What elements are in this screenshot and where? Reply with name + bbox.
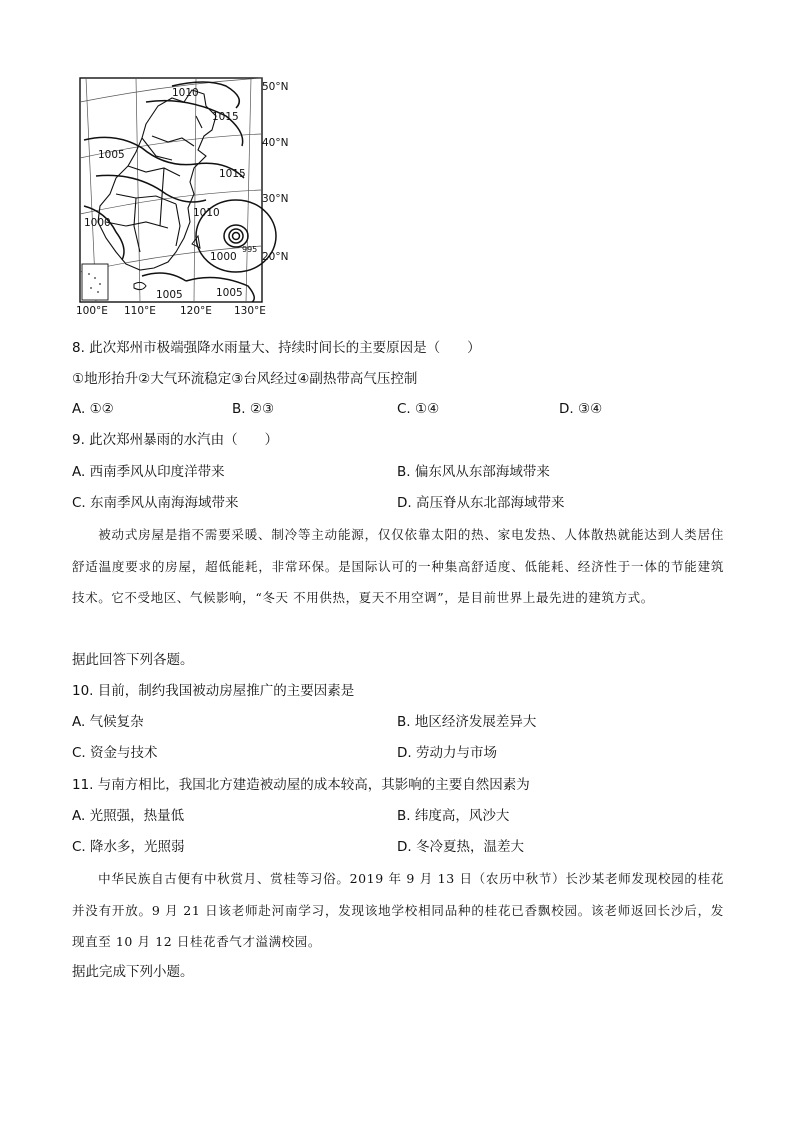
question-11-stem: 11. 与南方相比，我国北方建造被动屋的成本较高，其影响的主要自然因素为	[72, 777, 530, 793]
isobar-label: 1000	[210, 251, 237, 263]
isobar-label: 1015	[212, 111, 239, 123]
question-9-stem: 9. 此次郑州暴雨的水汽由（ ）	[72, 432, 279, 448]
question-8-stem: 8. 此次郑州市极端强降水雨量大、持续时间长的主要原因是（ ）	[72, 340, 481, 356]
option-c[interactable]: C. 降水多，光照弱	[72, 839, 185, 855]
lon-label: 130°E	[234, 305, 266, 316]
option-b[interactable]: B. ②③	[232, 401, 275, 417]
isobar-label: 1005	[156, 289, 183, 301]
lon-label: 100°E	[76, 305, 108, 316]
passage-text: 中华民族自古便有中秋赏月、赏桂等习俗。2019 年 9 月 13 日（农历中秋节）长沙某老师发现校园的桂花并没有开放。9 月 21 日该老师赴河南学习，发现该地学校相同品种的桂花已香飘校园。该老师返回长沙后，发现直至 10 月 12 日桂花香气才溢满校园。	[72, 871, 724, 949]
option-b[interactable]: B. 偏东风从东部海域带来	[397, 464, 550, 480]
option-a[interactable]: A. 西南季风从印度洋带来	[72, 464, 225, 480]
lat-label: 30°N	[262, 193, 289, 205]
low-center-label: 995	[242, 245, 258, 254]
option-a[interactable]: A. 光照强，热量低	[72, 808, 185, 824]
lon-label: 110°E	[124, 305, 156, 316]
option-a[interactable]: A. ①②	[72, 401, 114, 417]
lat-label: 20°N	[262, 251, 289, 263]
option-c[interactable]: C. 东南季风从南海海域带来	[72, 495, 239, 511]
option-d[interactable]: D. ③④	[559, 401, 603, 417]
passage-osmanthus	[72, 863, 724, 958]
option-c[interactable]: C. 资金与技术	[72, 745, 158, 761]
passage-2-prompt: 据此完成下列小题。	[72, 964, 194, 980]
lon-label: 120°E	[180, 305, 212, 316]
option-a[interactable]: A. 气候复杂	[72, 714, 144, 730]
isobar-label: 1005	[216, 287, 243, 299]
isobar-label: 1010	[193, 207, 220, 219]
isobar-map-svg	[76, 76, 296, 316]
option-b[interactable]: B. 地区经济发展差异大	[397, 714, 537, 730]
lat-label: 40°N	[262, 137, 289, 149]
lat-label: 50°N	[262, 81, 289, 93]
latitude-labels	[262, 81, 288, 263]
question-10-stem: 10. 目前，制约我国被动房屋推广的主要因素是	[72, 683, 355, 699]
option-d[interactable]: D. 高压脊从东北部海域带来	[397, 495, 565, 511]
passage-text: 被动式房屋是指不需要采暖、制冷等主动能源，仅仅依靠太阳的热、家电发热、人体散热就能达到人类居住舒适温度要求的房屋，超低能耗，非常环保。是国际认可的一种集高舒适度、低能耗、经济性于一体的节能建筑技术。它不受地区、气候影响，“冬天 不用供热，夏天不用空调”，是目前世界上最先进的建筑方式。	[72, 527, 724, 605]
option-b[interactable]: B. 纬度高，风沙大	[397, 808, 510, 824]
weather-map	[76, 76, 296, 316]
option-d[interactable]: D. 冬冷夏热，温差大	[397, 839, 524, 855]
south-sea-inset	[82, 264, 108, 300]
question-8-statements: ①地形抬升②大气环流稳定③台风经过④副热带高气压控制	[72, 371, 418, 387]
longitude-labels	[76, 305, 266, 316]
isobar-label: 1015	[219, 168, 246, 180]
passage-passive-house	[72, 519, 724, 614]
isobar-label: 1000	[84, 217, 111, 229]
option-c[interactable]: C. ①④	[397, 401, 440, 417]
option-d[interactable]: D. 劳动力与市场	[397, 745, 497, 761]
isobar-label: 1010	[172, 87, 199, 99]
isobar-label: 1005	[98, 149, 125, 161]
passage-1-prompt: 据此回答下列各题。	[72, 652, 194, 668]
